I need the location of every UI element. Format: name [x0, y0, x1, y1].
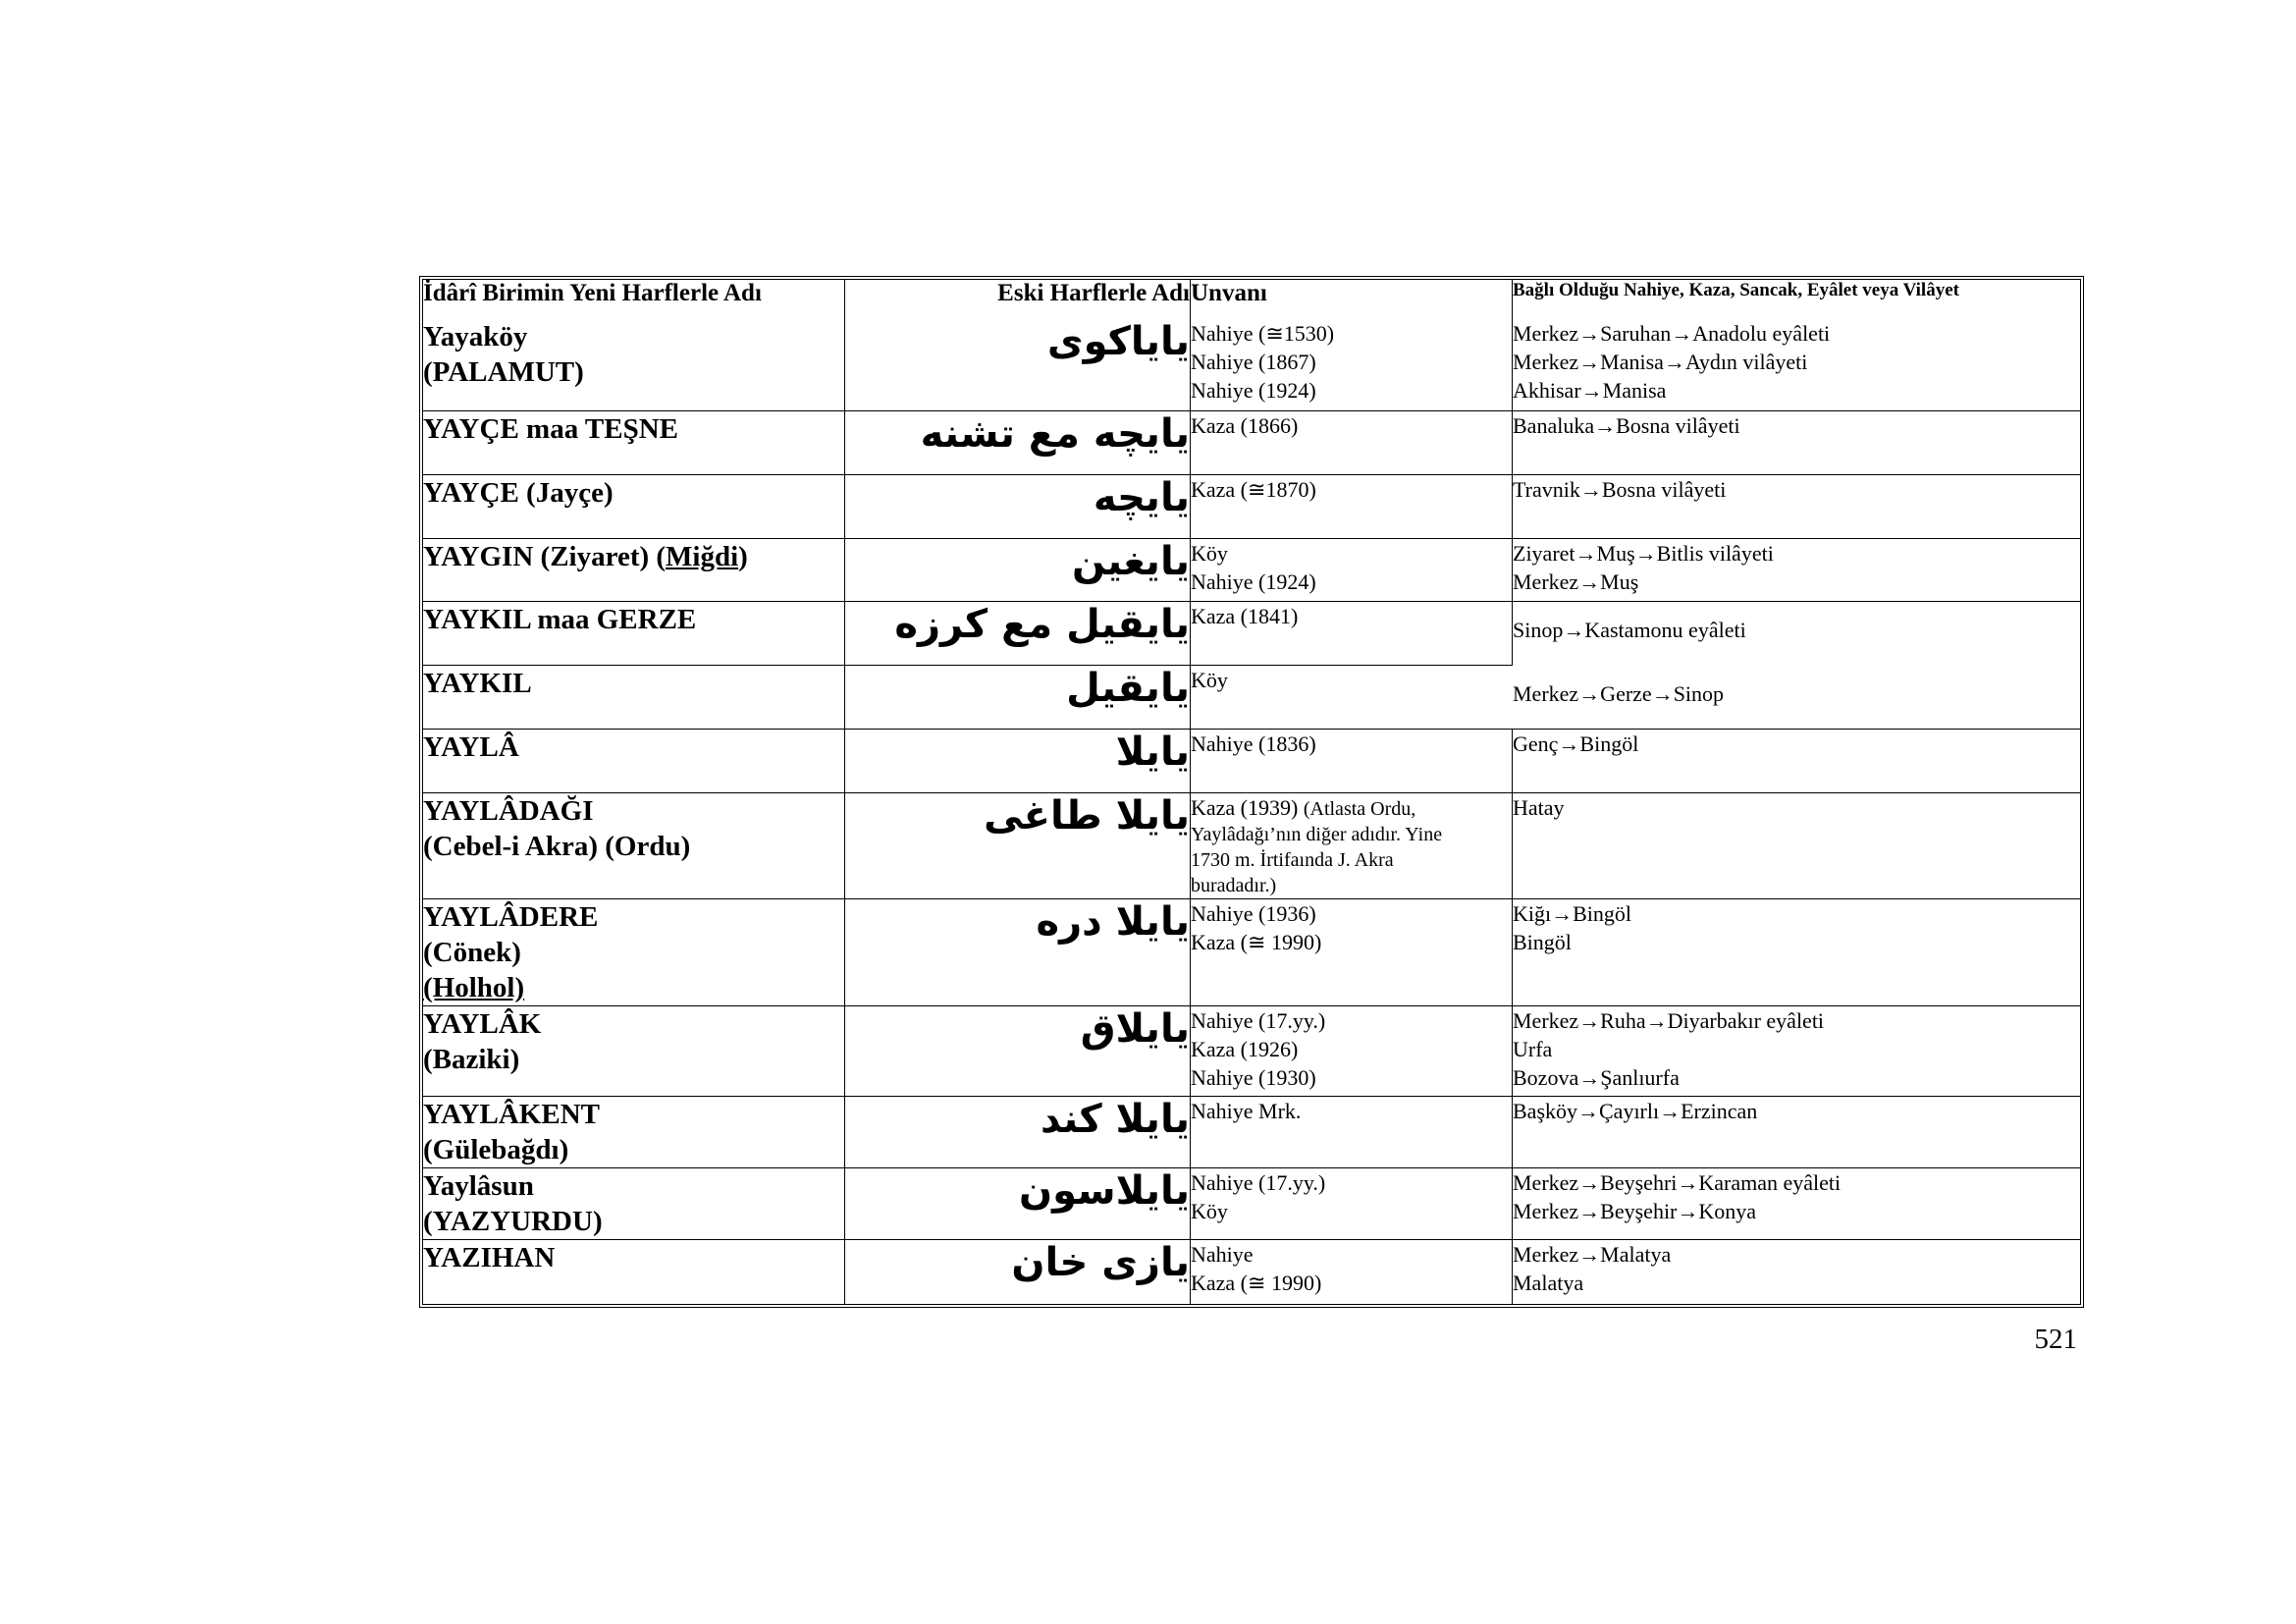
- cell-old-name: يايقيل: [845, 666, 1191, 730]
- title-main: Kaza (1939): [1191, 795, 1299, 820]
- cell-affiliation: [1513, 411, 2080, 475]
- title-line: Köy: [1191, 541, 1228, 566]
- table-row: [423, 1240, 2080, 1304]
- title-line: Kaza (≅ 1990): [1191, 1271, 1322, 1295]
- cell-new-name: [423, 1240, 845, 1304]
- name-line: YAYLÂKENT: [423, 1099, 600, 1130]
- cell-affiliation: [1513, 1240, 2080, 1304]
- name-line: Yayaköy: [423, 321, 528, 352]
- col-header-affiliation: Bağlı Olduğu Nahiye, Kaza, Sancak, Eyâlet veya Vilâyet: [1513, 280, 1959, 300]
- cell-new-name: [423, 1168, 845, 1240]
- name-line: (Baziki): [423, 1044, 520, 1075]
- cell-title: [1191, 1097, 1513, 1168]
- cell-title: [1191, 730, 1513, 793]
- name-part: ): [738, 541, 748, 572]
- affiliation-line: Merkez→Beyşehri→Karaman eyâleti: [1513, 1170, 1842, 1195]
- title-line: Kaza (1926): [1191, 1037, 1299, 1061]
- title-line: Köy: [1191, 1199, 1228, 1223]
- table-row: [423, 730, 2080, 793]
- title-line: Kaza (1866): [1191, 413, 1299, 438]
- name-line: YAYLÂDERE: [423, 901, 599, 933]
- cell-title: [1191, 411, 1513, 475]
- table-row: [423, 319, 2080, 411]
- affiliation-line: Bingöl: [1513, 930, 1572, 954]
- affiliation-line: Akhisar→Manisa: [1513, 378, 1667, 403]
- cell-title: [1191, 539, 1513, 602]
- table-row: [423, 793, 2080, 899]
- cell-affiliation: [1513, 793, 2080, 899]
- name-line: YAYÇE (Jayçe): [423, 477, 614, 509]
- cell-old-name: يايلا دره: [845, 899, 1191, 1006]
- name-line: YAYKIL maa GERZE: [423, 604, 697, 635]
- table-row: [423, 1168, 2080, 1240]
- cell-title: [1191, 475, 1513, 539]
- cell-affiliation: [1513, 730, 2080, 793]
- cell-new-name: [423, 539, 845, 602]
- table-row: [423, 411, 2080, 475]
- name-line: YAYLÂ: [423, 731, 519, 763]
- title-line: Kaza (≅1870): [1191, 477, 1316, 502]
- cell-old-name: يايلا طاغی: [845, 793, 1191, 899]
- name-line: YAYKIL: [423, 668, 532, 699]
- name-part: YAYGIN (Ziyaret) (: [423, 541, 667, 572]
- cell-title: [1191, 1006, 1513, 1097]
- name-part-underlined: Miğdi: [666, 541, 739, 572]
- cell-old-name: يايچه: [845, 475, 1191, 539]
- affiliation-line: Merkez→Malatya: [1513, 1242, 1672, 1267]
- table-row: [423, 539, 2080, 602]
- name-line: [423, 539, 844, 574]
- affiliation-line: Urfa: [1513, 1037, 1553, 1061]
- title-line: Nahiye (1867): [1191, 350, 1316, 374]
- cell-affiliation: [1513, 319, 2080, 411]
- name-line: (YAZYURDU): [423, 1206, 603, 1237]
- cell-new-name: [423, 1006, 845, 1097]
- affiliation-line: Bozova→Şanlıurfa: [1513, 1065, 1680, 1090]
- cell-new-name: [423, 793, 845, 899]
- cell-title: [1191, 319, 1513, 411]
- cell-old-name: يايلا كند: [845, 1097, 1191, 1168]
- col-header-old-name: Eski Harflerle Adı: [845, 280, 1191, 319]
- cell-title: [1191, 1168, 1513, 1240]
- title-line: Nahiye (1836): [1191, 731, 1316, 756]
- name-line: Yaylâsun: [423, 1170, 534, 1202]
- cell-new-name: [423, 602, 845, 666]
- title-note: Yaylâdağı’nın diğer adıdır. Yine: [1191, 824, 1443, 845]
- name-line: (Gülebağdı): [423, 1134, 569, 1165]
- cell-old-name: یاياكوی: [845, 319, 1191, 411]
- title-line: Nahiye (1924): [1191, 378, 1316, 403]
- title-note: buradadır.): [1191, 875, 1277, 896]
- cell-new-name: [423, 899, 845, 1006]
- cell-old-name: يايقيل مع كرزه: [845, 602, 1191, 666]
- table-row: [423, 899, 2080, 1006]
- name-line: YAZIHAN: [423, 1242, 556, 1273]
- title-note: (Atlasta Ordu,: [1303, 798, 1416, 820]
- title-line: Kaza (≅ 1990): [1191, 930, 1322, 954]
- header-row: [423, 280, 2080, 319]
- cell-title: [1191, 793, 1513, 899]
- table-row: [423, 602, 2080, 666]
- affiliation-line: Banaluka→Bosna vilâyeti: [1513, 413, 1740, 438]
- cell-old-name: يايلاق: [845, 1006, 1191, 1097]
- affiliation-line: Travnik→Bosna vilâyeti: [1513, 477, 1727, 502]
- title-line: Nahiye (1936): [1191, 901, 1316, 926]
- cell-old-name: يايغين: [845, 539, 1191, 602]
- affiliation-line: Merkez→Beyşehir→Konya: [1513, 1199, 1757, 1223]
- title-line: Nahiye Mrk.: [1191, 1099, 1302, 1123]
- cell-title: [1191, 602, 1513, 666]
- affiliation-line: Merkez→Muş: [1513, 569, 1639, 594]
- affiliation-line: Ziyaret→Muş→Bitlis vilâyeti: [1513, 541, 1774, 566]
- affiliation-line: Merkez→Ruha→Diyarbakır eyâleti: [1513, 1008, 1825, 1033]
- cell-affiliation: [1513, 1168, 2080, 1240]
- table-row: [423, 1097, 2080, 1168]
- title-line: Nahiye (1930): [1191, 1065, 1316, 1090]
- name-line: YAYÇE maa TEŞNE: [423, 413, 679, 445]
- table-row: [423, 475, 2080, 539]
- affiliation-line: Merkez→Manisa→Aydın vilâyeti: [1513, 350, 1808, 374]
- col-header-title: Unvanı: [1191, 280, 1513, 319]
- affiliation-line: Genç→Bingöl: [1513, 731, 1639, 756]
- name-line: (Cebel-i Akra) (Ordu): [423, 831, 691, 862]
- cell-affiliation: [1513, 539, 2080, 602]
- cell-title: [1191, 666, 1513, 730]
- title-line: Nahiye (1924): [1191, 569, 1316, 594]
- cell-affiliation: [1513, 1006, 2080, 1097]
- affiliation-line: Kiğı→Bingöl: [1513, 901, 1632, 926]
- cell-new-name: [423, 411, 845, 475]
- cell-title: [1191, 1240, 1513, 1304]
- page-number: 521: [2034, 1324, 2077, 1355]
- title-note: 1730 m. İrtifaında J. Akra: [1191, 849, 1394, 871]
- cell-affiliation: [1513, 1097, 2080, 1168]
- title-line: Nahiye (17.yy.): [1191, 1008, 1326, 1033]
- title-line: Köy: [1191, 668, 1228, 692]
- name-line: (Cönek): [423, 937, 521, 968]
- title-line: Nahiye (≅1530): [1191, 321, 1335, 346]
- cell-new-name: [423, 475, 845, 539]
- gazetteer-table: [419, 276, 2084, 1308]
- name-line: (PALAMUT): [423, 356, 584, 388]
- cell-affiliation-merged: [1513, 602, 2080, 730]
- title-line: Nahiye: [1191, 1242, 1254, 1267]
- affiliation-line: Merkez→Gerze→Sinop: [1513, 680, 1725, 706]
- cell-new-name: [423, 666, 845, 730]
- title-line: Kaza (1841): [1191, 604, 1299, 628]
- affiliation-line: Merkez→Saruhan→Anadolu eyâleti: [1513, 321, 1831, 346]
- name-line: (Holhol): [423, 972, 525, 1003]
- cell-old-name: يايلاسون: [845, 1168, 1191, 1240]
- cell-new-name: [423, 730, 845, 793]
- affiliation-line: Malatya: [1513, 1271, 1584, 1295]
- cell-old-name: يايلا: [845, 730, 1191, 793]
- col-header-new-name: İdârî Birimin Yeni Harflerle Adı: [423, 280, 845, 319]
- table-row: [423, 1006, 2080, 1097]
- cell-new-name: [423, 319, 845, 411]
- cell-new-name: [423, 1097, 845, 1168]
- cell-old-name: يايچه مع تشنه: [845, 411, 1191, 475]
- name-line: YAYLÂDAĞI: [423, 795, 594, 827]
- cell-affiliation: [1513, 475, 2080, 539]
- cell-old-name: يازی خان: [845, 1240, 1191, 1304]
- affiliation-line: Başköy→Çayırlı→Erzincan: [1513, 1099, 1758, 1123]
- title-line: Nahiye (17.yy.): [1191, 1170, 1326, 1195]
- affiliation-line: Sinop→Kastamonu eyâleti: [1513, 617, 1746, 642]
- cell-affiliation: [1513, 899, 2080, 1006]
- cell-title: [1191, 899, 1513, 1006]
- affiliation-line: Hatay: [1513, 795, 1565, 820]
- name-line: YAYLÂK: [423, 1008, 542, 1040]
